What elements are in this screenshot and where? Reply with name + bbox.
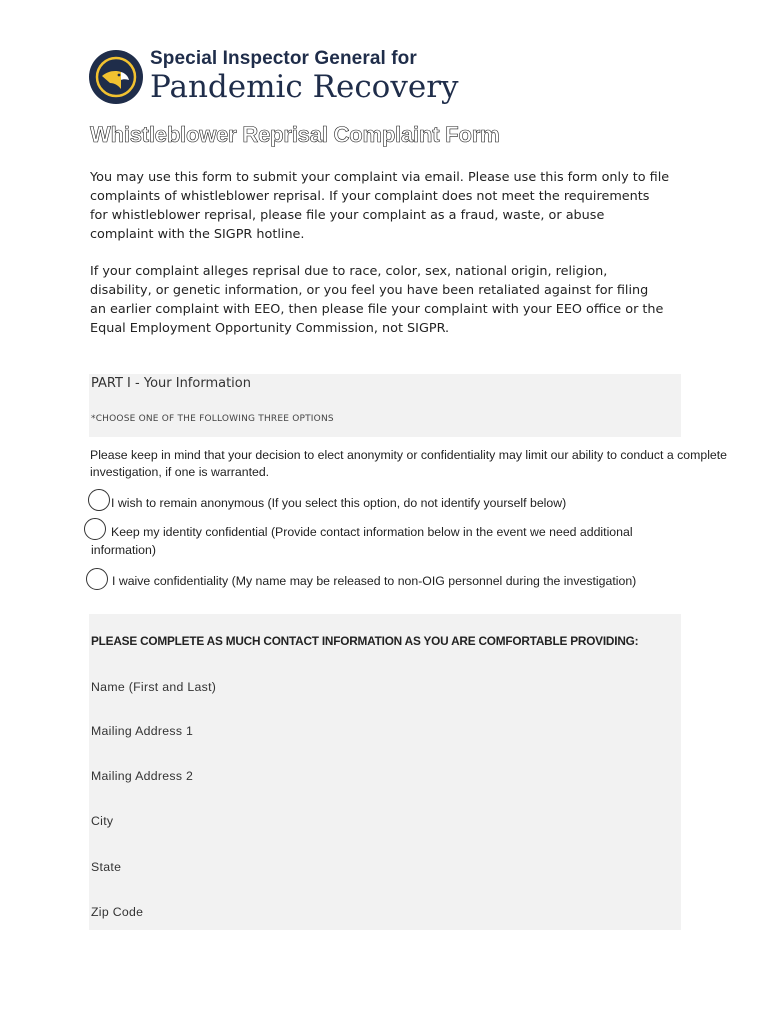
anonymity-notice: [90, 447, 750, 481]
intro2-line: Equal Employment Opportunity Commission, not SIGPR.: [90, 321, 450, 336]
city-field[interactable]: City: [91, 814, 114, 828]
mailing-address-1-field[interactable]: Mailing Address 1: [91, 724, 194, 738]
option-label: I wish to remain anonymous (If you select this option, do not identify yourself below): [111, 496, 567, 510]
mailing-address-2-field[interactable]: Mailing Address 2: [91, 769, 194, 783]
org-name-line2: Pandemic Recovery: [150, 69, 459, 105]
org-name: [150, 48, 459, 105]
radio-waive-confidentiality[interactable]: [86, 568, 108, 590]
part1-subtitle: *CHOOSE ONE OF THE FOLLOWING THREE OPTIONS: [91, 414, 334, 424]
intro-paragraph-1: [90, 168, 690, 244]
intro1-line: complaint with the SIGPR hotline.: [90, 227, 305, 242]
intro-paragraph-2: [90, 262, 690, 338]
agency-logo: [88, 48, 459, 105]
state-field[interactable]: State: [91, 860, 122, 874]
radio-keep-confidential[interactable]: [84, 518, 106, 540]
intro2-line: disability, or genetic information, or you feel you have been retaliated against for filing: [90, 283, 649, 298]
part1-title: PART I - Your Information: [91, 376, 251, 391]
intro2-line: an earlier complaint with EEO, then please file your complaint with your EEO office or the: [90, 302, 664, 317]
name-field[interactable]: Name (First and Last): [91, 680, 217, 694]
intro1-line: complaints of whistleblower reprisal. If your complaint does not meet the requirements: [90, 189, 650, 204]
intro2-line: If your complaint alleges reprisal due to race, color, sex, national origin, religion,: [90, 264, 608, 279]
option-label: Keep my identity confidential (Provide contact information below in the event we need additional: [111, 525, 633, 539]
notice-line: Please keep in mind that your decision to elect anonymity or confidentiality may limit our ability to conduct a complete: [90, 448, 728, 462]
org-name-line1: Special Inspector General for: [150, 48, 417, 69]
notice-line: investigation, if one is warranted.: [90, 465, 270, 479]
form-title: [90, 122, 499, 148]
part1-header-box: [89, 374, 681, 437]
option-label: I waive confidentiality (My name may be released to non-OIG personnel during the investigation): [112, 574, 637, 588]
sigpr-seal-icon: [88, 49, 144, 105]
radio-remain-anonymous[interactable]: [88, 489, 110, 511]
contact-info-section: [89, 614, 681, 930]
intro1-line: for whistleblower reprisal, please file your complaint as a fraud, waste, or abuse: [90, 208, 605, 223]
form-title-text: Whistleblower Reprisal Complaint Form: [90, 122, 500, 147]
zip-code-field[interactable]: Zip Code: [91, 905, 144, 919]
intro1-line: You may use this form to submit your complaint via email. Please use this form only to file: [90, 170, 670, 185]
option-label-continued: information): [91, 543, 156, 557]
contact-heading: PLEASE COMPLETE AS MUCH CONTACT INFORMATION AS YOU ARE COMFORTABLE PROVIDING:: [91, 634, 639, 648]
